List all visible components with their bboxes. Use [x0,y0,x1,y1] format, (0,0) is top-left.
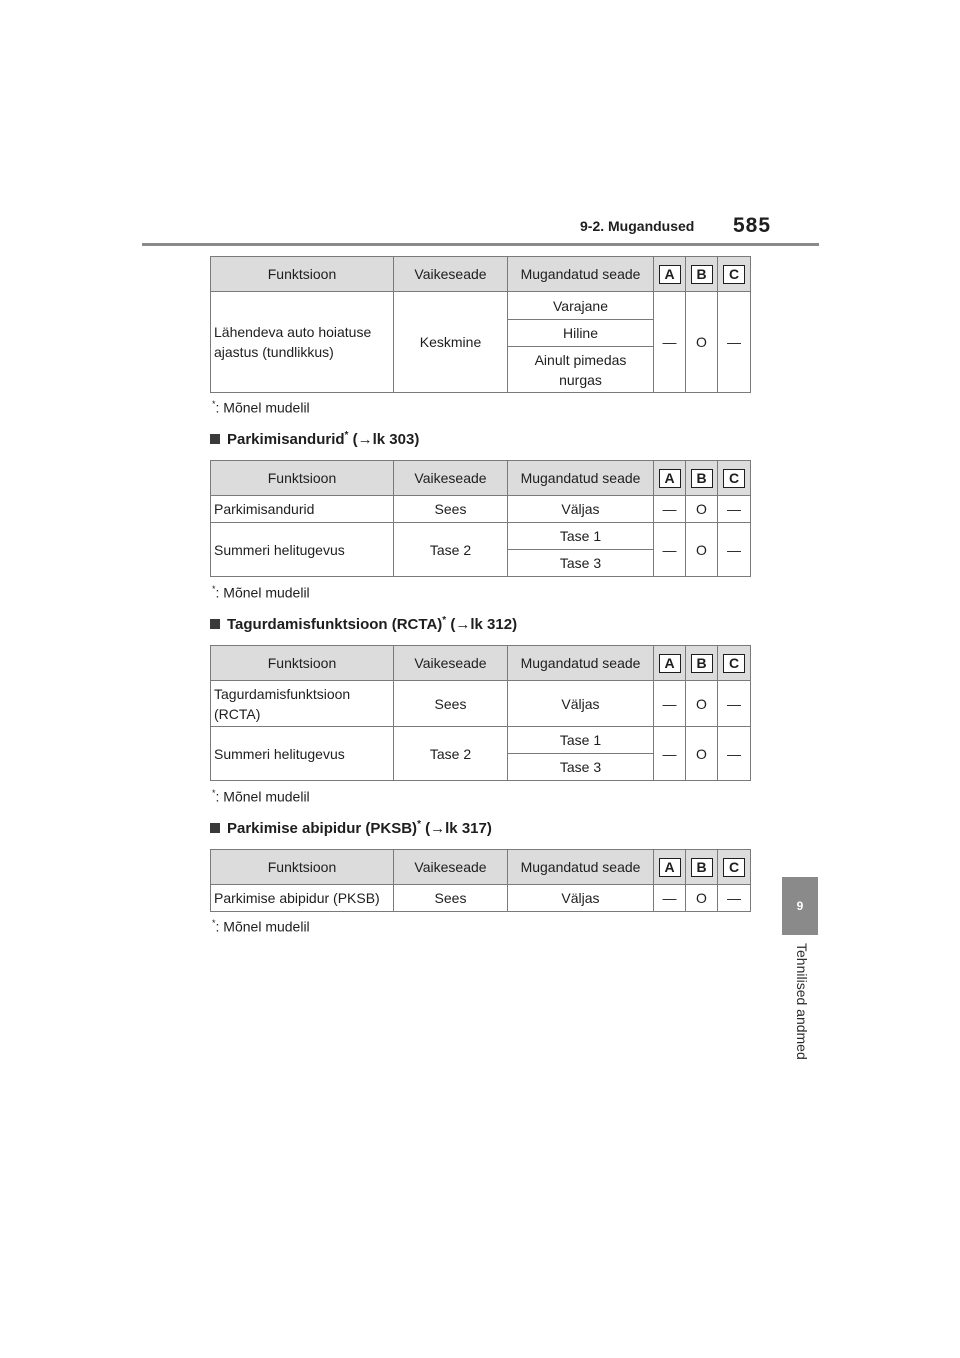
col-header-custom: Mugandatud seade [508,257,654,292]
box-a-icon: A [659,265,681,284]
cell-c: — [718,496,751,523]
col-header-function: Funktsioon [211,461,394,496]
footnote: *: Mõnel mudelil [212,918,310,935]
cell-option: Tase 3 [508,754,654,781]
chapter-tab: 9 [782,877,818,935]
section-title: 9-2. Mugandused [580,218,695,234]
footnote: *: Mõnel mudelil [212,788,310,805]
cell-option: Hiline [508,320,654,347]
cell-b: O [686,292,718,393]
col-header-a [654,257,686,292]
cell-option: Tase 1 [508,523,654,550]
footnote: *: Mõnel mudelil [212,399,310,416]
cell-option: Väljas [508,681,654,727]
cell-c: — [718,292,751,393]
cell-b: O [686,681,718,727]
cell-function: Lähendeva auto hoiatuse ajastus (tundlikkus) [211,292,394,393]
chapter-label: Tehnilised andmed [794,943,810,1060]
cell-b: O [686,523,718,577]
col-header-custom: Mugandatud seade [508,646,654,681]
cell-option: Väljas [508,496,654,523]
cell-option: Väljas [508,885,654,912]
section-heading: Parkimisandurid* (→lk 303) [210,430,419,448]
table-pksb [210,849,751,912]
footnote: *: Mõnel mudelil [212,584,310,601]
box-b-icon: B [691,469,713,488]
col-header-custom: Mugandatud seade [508,461,654,496]
box-c-icon: C [723,654,745,673]
square-bullet-icon [210,619,220,629]
col-header-a [654,646,686,681]
cell-function: Parkimise abipidur (PKSB) [211,885,394,912]
cell-c: — [718,523,751,577]
cell-function: Tagurdamisfunktsioon (RCTA) [211,681,394,727]
cell-b: O [686,727,718,781]
cell-default: Sees [394,885,508,912]
cell-a: — [654,496,686,523]
square-bullet-icon [210,434,220,444]
cell-default: Keskmine [394,292,508,393]
cell-c: — [718,681,751,727]
cell-c: — [718,885,751,912]
col-header-c [718,646,751,681]
table-parking-sensors [210,460,751,577]
col-header-default: Vaikeseade [394,646,508,681]
box-b-icon: B [691,858,713,877]
cell-default: Tase 2 [394,727,508,781]
cell-option: Ainult pimedas nurgas [508,347,654,393]
col-header-default: Vaikeseade [394,461,508,496]
cell-b: O [686,496,718,523]
box-a-icon: A [659,469,681,488]
cell-function: Summeri helitugevus [211,727,394,781]
cell-a: — [654,523,686,577]
square-bullet-icon [210,823,220,833]
col-header-b [686,850,718,885]
col-header-b [686,257,718,292]
cell-a: — [654,681,686,727]
box-c-icon: C [723,858,745,877]
col-header-a [654,850,686,885]
section-heading: Tagurdamisfunktsioon (RCTA)* (→lk 312) [210,615,517,633]
page-number: 585 [733,214,772,237]
col-header-default: Vaikeseade [394,257,508,292]
cell-a: — [654,885,686,912]
box-b-icon: B [691,654,713,673]
header-divider [142,243,819,246]
cell-c: — [718,727,751,781]
col-header-b [686,646,718,681]
col-header-c [718,850,751,885]
cell-default: Sees [394,681,508,727]
col-header-a [654,461,686,496]
cell-option: Tase 1 [508,727,654,754]
col-header-function: Funktsioon [211,257,394,292]
col-header-c [718,257,751,292]
col-header-default: Vaikeseade [394,850,508,885]
col-header-function: Funktsioon [211,646,394,681]
box-a-icon: A [659,858,681,877]
cell-function: Summeri helitugevus [211,523,394,577]
table-approaching-vehicle-warning [210,256,751,393]
col-header-b [686,461,718,496]
cell-option: Tase 3 [508,550,654,577]
box-c-icon: C [723,469,745,488]
cell-a: — [654,727,686,781]
col-header-custom: Mugandatud seade [508,850,654,885]
cell-a: — [654,292,686,393]
cell-option: Varajane [508,292,654,320]
box-c-icon: C [723,265,745,284]
cell-function: Parkimisandurid [211,496,394,523]
col-header-function: Funktsioon [211,850,394,885]
cell-default: Tase 2 [394,523,508,577]
box-b-icon: B [691,265,713,284]
table-rcta [210,645,751,781]
col-header-c [718,461,751,496]
box-a-icon: A [659,654,681,673]
cell-default: Sees [394,496,508,523]
cell-b: O [686,885,718,912]
section-heading: Parkimise abipidur (PKSB)* (→lk 317) [210,819,492,837]
